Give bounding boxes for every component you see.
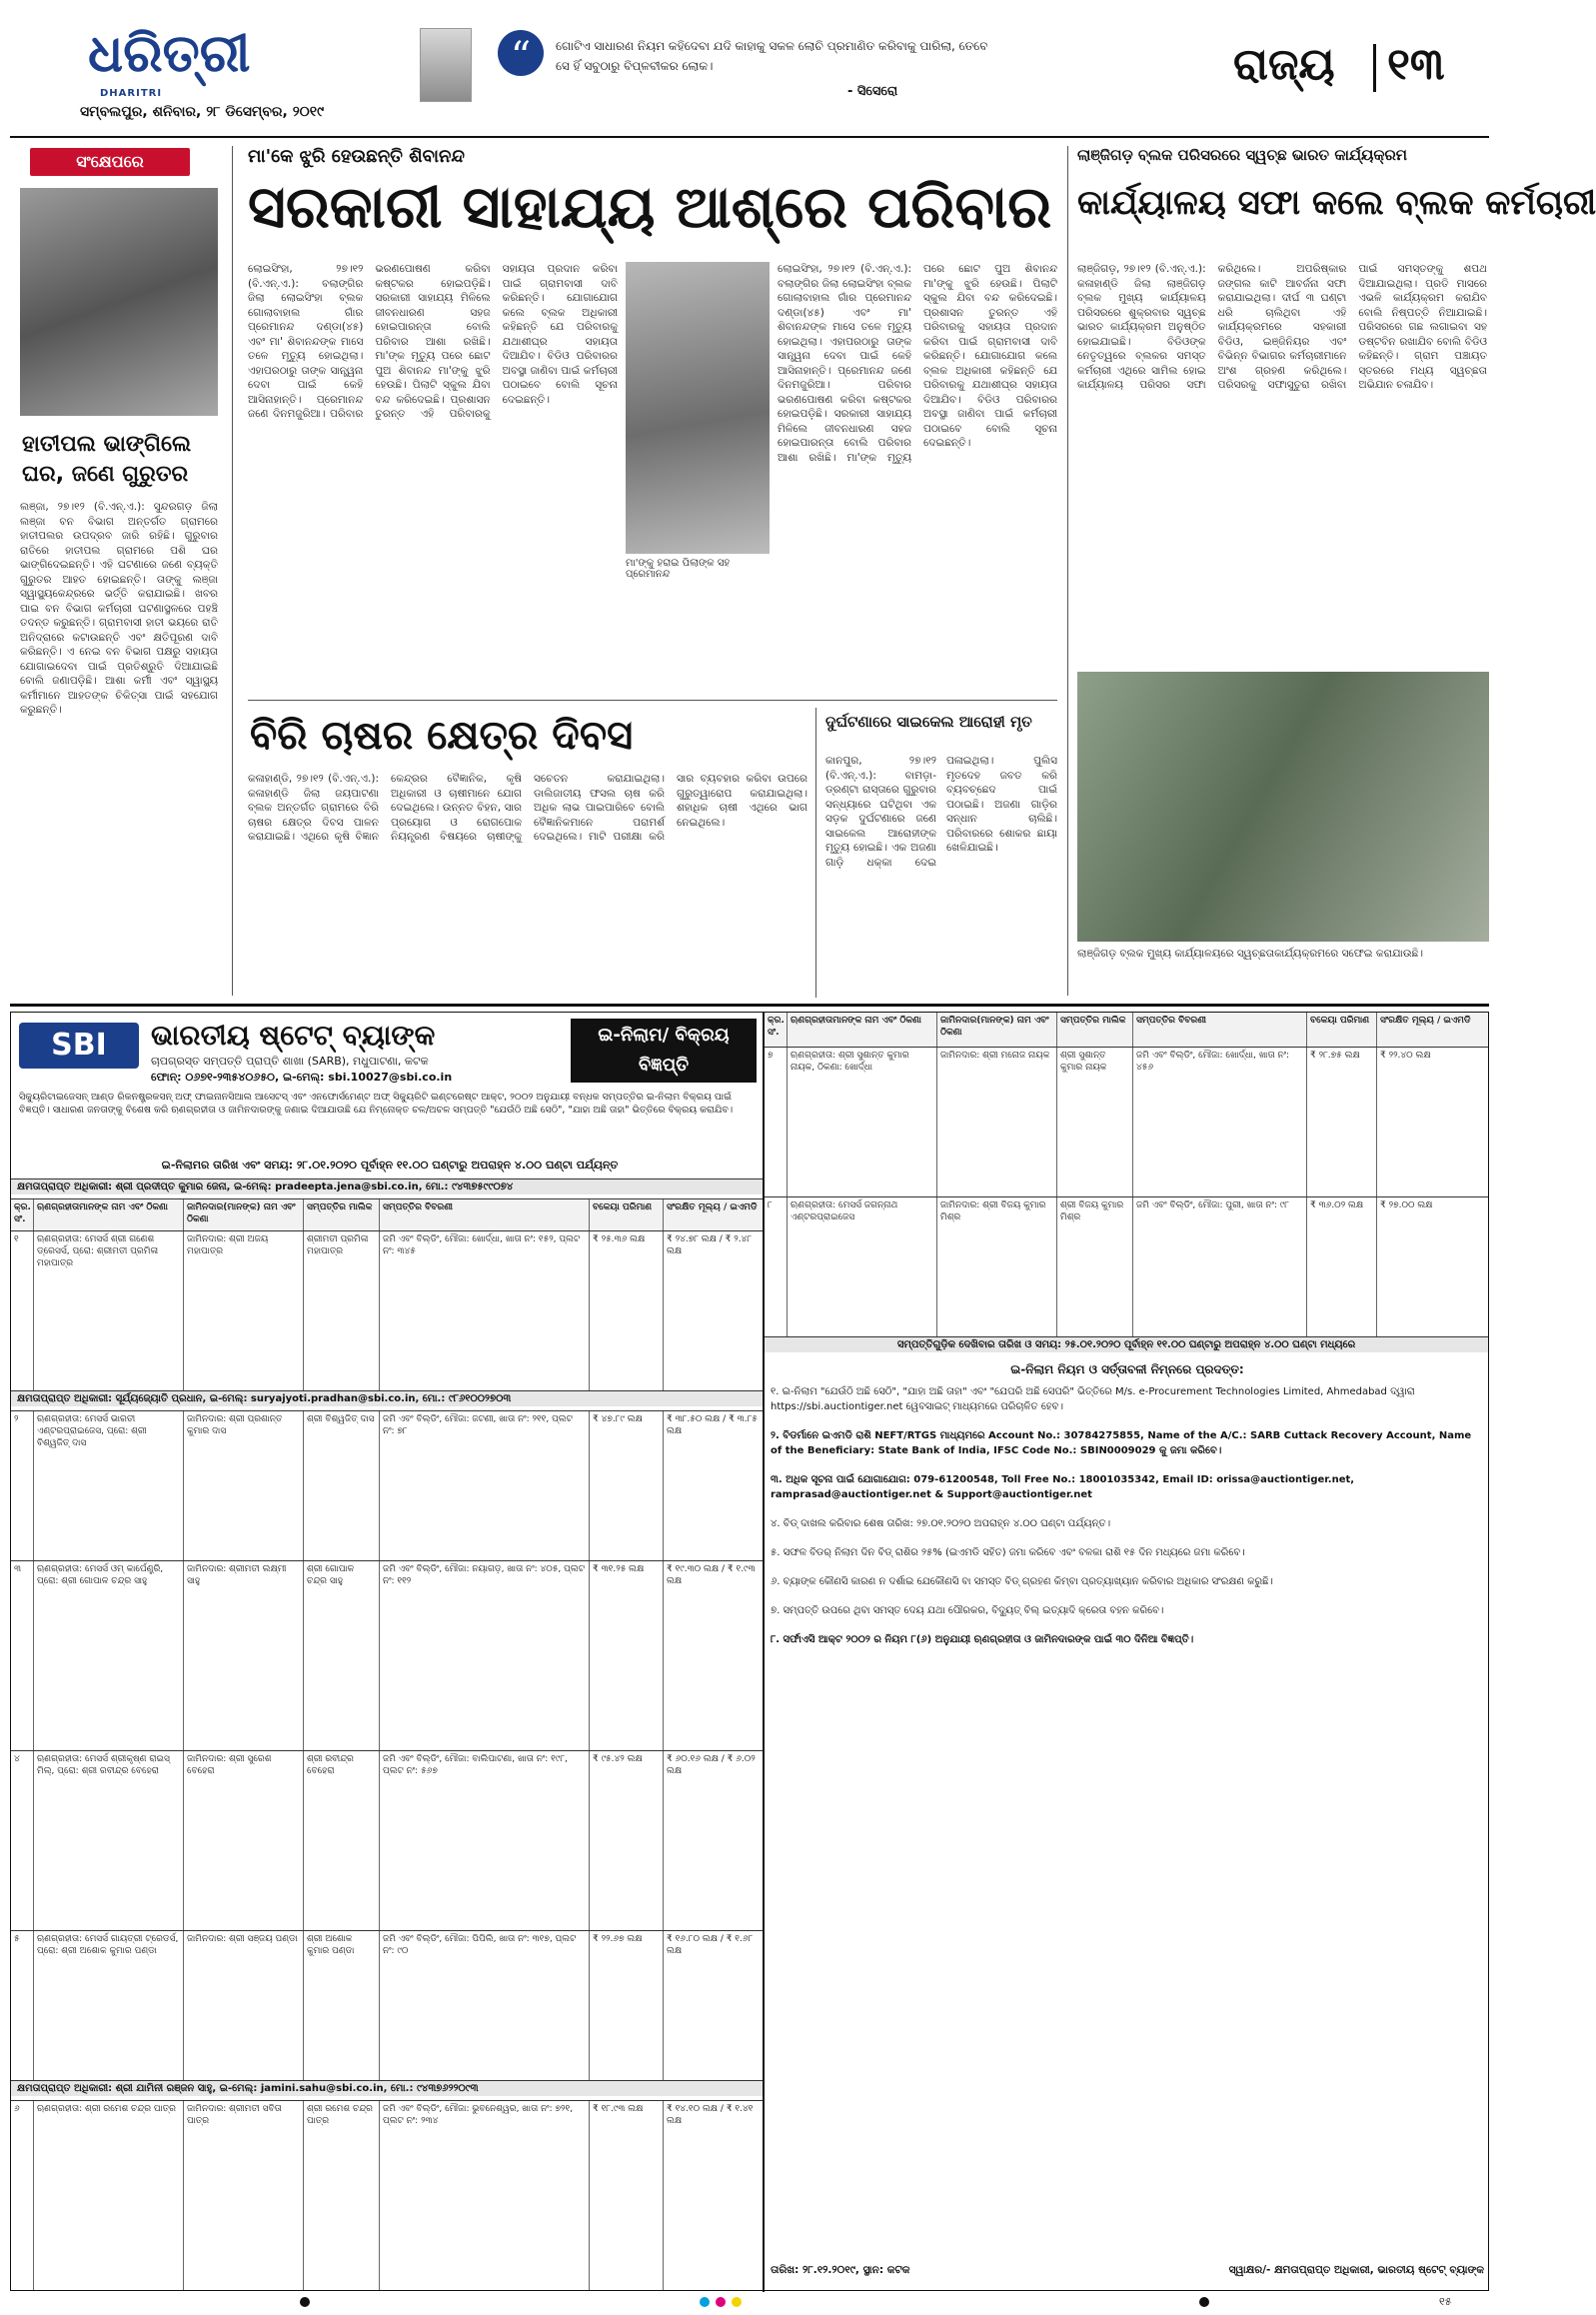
- cell-reserve: ₹ ୧୯.୩୦ ଲକ୍ଷ / ₹ ୧.୯୩ ଲକ୍ଷ: [663, 1561, 763, 1750]
- col-due: ବକେୟା ପରିମାଣ: [1306, 1013, 1376, 1047]
- register-mark: [700, 2297, 710, 2307]
- terms-title: ଇ-ନିଲାମ ନିୟମ ଓ ସର୍ତ୍ତାବଳୀ ନିମ୍ନରେ ପ୍ରଦତ୍ତ:: [1010, 1362, 1244, 1376]
- cell-sl: ୬: [14, 2104, 20, 2114]
- cell-reserve: ₹ ୬୦.୧୬ ଲକ୍ଷ / ₹ ୬.୦୨ ଲକ୍ଷ: [663, 1751, 763, 1930]
- col-owner: ସମ୍ପତ୍ତିର ମାଲିକ: [1056, 1013, 1132, 1047]
- term-item: ୬. ବ୍ୟାଙ୍କ କୌଣସି କାରଣ ନ ଦର୍ଶାଇ ଯେକୌଣସି ବା ସମସ୍ତ ବିଡ୍ ଗ୍ରହଣ କିମ୍ବା ପ୍ରତ୍ୟାଖ୍ୟାନ କରିବାର ଅଧିକାର ସଂରକ୍ଷଣ କରୁଛି।: [771, 1576, 1273, 1587]
- table-row: [765, 1047, 1488, 1196]
- cell-guarantor: ଜାମିନଦାର: ଶ୍ରୀ ପ୍ରଶାନ୍ତ କୁମାର ଦାସ: [183, 1411, 303, 1560]
- table-row: [11, 1230, 763, 1390]
- cell-owner: ଶ୍ରୀ ବିଶ୍ୱଜିତ୍ ଦାସ: [303, 1411, 379, 1560]
- quote-text: ଗୋଟିଏ ସାଧାରଣ ନିୟମ କହିଦେବା ଯଦି କାହାକୁ ସକଳ ଲୋଚି ପ୍ରମାଣିତ କରିବାକୁ ପାରିଲା, ତେବେ ସେ ହିଁ ସବୁଠାରୁ ବିପ୍ଳବୀକର ଲୋକ।: [556, 39, 988, 73]
- cell-property: ଜମି ଏବଂ ବିଲ୍ଡିଂ, ମୌଜା: ନୟାଗଡ଼, ଖାତା ନଂ: ୪୦୫, ପ୍ଲଟ ନଂ: ୧୧୨: [379, 1561, 589, 1750]
- sidebar-divider: [232, 146, 233, 996]
- quote-portrait: [420, 28, 472, 102]
- masthead-rule: [10, 136, 1489, 138]
- table-row: [11, 1930, 763, 2080]
- table-row: [11, 1750, 763, 1930]
- register-mark: [300, 2297, 310, 2307]
- cell-due: ₹ ୯୫.୪୨ ଲକ୍ଷ: [589, 1751, 663, 1930]
- col-property: ସମ୍ପତ୍ତିର ବିବରଣୀ: [1132, 1013, 1306, 1047]
- cell-borrower: ଋଣଗ୍ରହୀତା: ଶ୍ରୀ ସୁଶାନ୍ତ କୁମାର ନାୟକ, ଠିକଣା: ଖୋର୍ଦ୍ଧା: [787, 1048, 936, 1196]
- col-property: ସମ୍ପତ୍ତିର ବିବରଣୀ: [379, 1199, 589, 1230]
- cell-property: ଜମି ଏବଂ ବିଲ୍ଡିଂ, ମୌଜା: ଖୋର୍ଦ୍ଧା, ଖାତା ନଂ: ୪୫୬: [1132, 1048, 1306, 1196]
- masthead: [0, 0, 1499, 138]
- notice-footer-sign: ସ୍ୱାକ୍ଷର/- କ୍ଷମତାପ୍ରାପ୍ତ ଅଧିକାରୀ, ଭାରତୀୟ ଷ୍ଟେଟ୍ ବ୍ୟାଙ୍କ: [1228, 2264, 1484, 2276]
- cell-borrower: ଋଣଗ୍ରହୀତା: ମେସର୍ସ ଓମ୍ କାର୍ପେଣ୍ଟ୍ରି, ପ୍ରୋ: ଶ୍ରୀ ଗୋପାଳ ଚନ୍ଦ୍ର ସାହୁ: [33, 1561, 183, 1750]
- table-row: [11, 1410, 763, 1560]
- cell-owner: ଶ୍ରୀ ବିଜୟ କୁମାର ମିଶ୍ର: [1056, 1197, 1132, 1336]
- cell-borrower: ଋଣଗ୍ରହୀତା: ମେସର୍ସ ଗାୟତ୍ରୀ ଟ୍ରେଡର୍ସ, ପ୍ରୋ: ଶ୍ରୀ ଅଶୋକ କୁମାର ପଣ୍ଡା: [33, 1931, 183, 2080]
- right-body: ଲାଞ୍ଜିଗଡ଼, ୨୭।୧୨ (ବି.ଏନ୍.ଏ.): କଳାହାଣ୍ଡି ଜିଲା ଲାଞ୍ଜିଗଡ଼ ବ୍ଲକ ମୁଖ୍ୟ କାର୍ଯ୍ୟାଳୟ ପରିସରରେ ଶୁକ୍ରବାର ସ୍ୱଚ୍ଛ ଭାରତ କାର୍ଯ୍ୟକ୍ରମ ଅନୁଷ୍ଠିତ ହୋଇଯାଇଛି। ବିଡିଓଙ୍କ ନେତୃତ୍ୱରେ ବ୍ଲକର ସମସ୍ତ କର୍ମଚାରୀ ଏଥିରେ ସାମିଲ ହୋଇ କାର୍ଯ୍ୟାଳୟ ପରିସର ସଫା କରିଥିଲେ। ଅପରିଷ୍କାର ଜଙ୍ଗଲ କାଟି ଆବର୍ଜନା ସଫା କରାଯାଇଥିଲା। ଦୀର୍ଘ ୩ ଘଣ୍ଟା ଧରି ଚାଲିଥିବା ଏହି କାର୍ଯ୍ୟକ୍ରମରେ ସହକାରୀ ବିଡିଓ, ଇଞ୍ଜିନିୟର ଏବଂ ବିଭିନ୍ନ ବିଭାଗର କର୍ମଚାରୀମାନେ ଅଂଶ ଗ୍ରହଣ କରିଥିଲେ। ପରିସରକୁ ସଫାସୁତୁରା ରଖିବା ପାଇଁ ସମସ୍ତଙ୍କୁ ଶପଥ ଦିଆଯାଇଥିଲା। ପ୍ରତି ମାସରେ ଏଭଳି କାର୍ଯ୍ୟକ୍ରମ କରାଯିବ ବୋଲି ନିଷ୍ପତ୍ତି ନିଆଯାଇଛି। ପରିସରରେ ଗଛ ଲଗାଇବା ସହ ଡଷ୍ଟବିନ ରଖାଯିବ ବୋଲି ବିଡିଓ କହିଛନ୍ତି। ଗ୍ରାମ ପଞ୍ଚାୟତ ସ୍ତରରେ ମଧ୍ୟ ସ୍ୱଚ୍ଛତା ଅଭିଯାନ ଚଳାଯିବ।: [1077, 263, 1487, 391]
- term-item: ୪. ବିଡ୍ ଦାଖଲ କରିବାର ଶେଷ ତାରିଖ: ୨୭.୦୧.୨୦୨୦ ଅପରାହ୍ନ ୪.୦୦ ଘଣ୍ଟା ପର୍ଯ୍ୟନ୍ତ।: [771, 1518, 1111, 1529]
- cell-due: ₹ ୨୨.୬୭ ଲକ୍ଷ: [589, 1931, 663, 2080]
- cell-due: ₹ ୨୮.୭୫ ଲକ୍ଷ: [1306, 1048, 1376, 1196]
- cell-guarantor: ଜାମିନଦାର: ଶ୍ରୀ ମନୋଜ ନାୟକ: [936, 1048, 1056, 1196]
- cell-sl: ୫: [14, 1934, 20, 1944]
- right-headline: କାର୍ଯ୍ୟାଳୟ ସଫା କଲେ ବ୍ଲକ କର୍ମଚାରୀ: [1077, 183, 1596, 223]
- farm-headline: ବିରି ଚାଷର କ୍ଷେତ୍ର ଦିବସ: [250, 713, 634, 759]
- page-number: ୧୩: [1387, 39, 1445, 90]
- cell-guarantor: ଜାମିନଦାର: ଶ୍ରୀ ସୁରେଶ ବେହେରା: [183, 1751, 303, 1930]
- sbi-logo: SBI: [19, 1023, 139, 1069]
- sidebar-tag: ସଂକ୍ଷେପରେ: [30, 148, 190, 176]
- cell-due: ₹ ୪୭.୮୯ ଲକ୍ଷ: [589, 1411, 663, 1560]
- term-item: ୨. ବିଡର୍ମାନେ ଇଏମଡି ରାଶି NEFT/RTGS ମାଧ୍ୟମରେ Account No.: 30784275855, Name of the A/C.: SARB Cuttack Recovery Account, Name of the Beneficiary: State Bank of India, IFSC Code No.: SBIN0009029 କୁ ଜମା କରିବେ।: [771, 1430, 1472, 1456]
- right-photo: [1077, 672, 1489, 942]
- cell-reserve: ₹ ୧୪.୧୦ ଲକ୍ଷ / ₹ ୧.୪୧ ଲକ୍ଷ: [663, 2101, 763, 2290]
- col-reserve: ସଂରକ୍ଷିତ ମୂଲ୍ୟ / ଇଏମଡି: [663, 1199, 763, 1230]
- mid-rule: [248, 700, 1057, 701]
- cell-borrower: ଋଣଗ୍ରହୀତା: ମେସର୍ସ ଭାରତୀ ଏଣ୍ଟରପ୍ରାଇଜେସ, ପ୍ରୋ: ଶ୍ରୀ ବିଶ୍ୱଜିତ୍ ଦାସ: [33, 1411, 183, 1560]
- cell-due: ₹ ୩୧.୨୫ ଲକ୍ଷ: [589, 1561, 663, 1750]
- lead-headline: ସରକାରୀ ସାହାଯ୍ୟ ଆଶ୍ରେ ପରିବାର: [248, 173, 1052, 241]
- farm-body: କଳାହାଣ୍ଡି, ୨୭।୧୨ (ବି.ଏନ୍.ଏ.): କଳାହାଣ୍ଡି ଜିଲା ଜୟପାଟଣା ବ୍ଲକ ଅନ୍ତର୍ଗତ ଗ୍ରାମରେ ବିରି ଚାଷର କ୍ଷେତ୍ର ଦିବସ ପାଳନ କରାଯାଇଛି। ଏଥିରେ କୃଷି ବିଜ୍ଞାନ କେନ୍ଦ୍ରର ବୈଜ୍ଞାନିକ, କୃଷି ଅଧିକାରୀ ଓ ଚାଷୀମାନେ ଯୋଗ ଦେଇଥିଲେ। ଉନ୍ନତ ବିହନ, ସାର ପ୍ରୟୋଗ ଓ ରୋଗପୋକ ନିୟନ୍ତ୍ରଣ ବିଷୟରେ ଚାଷୀଙ୍କୁ ସଚେତନ କରାଯାଇଥିଲା। ଡାଲିଜାତୀୟ ଫସଲ ଚାଷ କରି ଅଧିକ ଲାଭ ପାଇପାରିବେ ବୋଲି ବୈଜ୍ଞାନିକମାନେ ପରାମର୍ଶ ଦେଇଥିଲେ। ମାଟି ପରୀକ୍ଷା କରି ସାର ବ୍ୟବହାର କରିବା ଉପରେ ଗୁରୁତ୍ୱାରୋପ କରାଯାଇଥିଲା। ଶହାଧିକ ଚାଷୀ ଏଥିରେ ଭାଗ ନେଇଥିଲେ।: [248, 773, 807, 843]
- sbi-branch: ଚାପଗ୍ରସ୍ତ ସମ୍ପତ୍ତି ପ୍ରାପ୍ତି ଶାଖା (SARB), ମଧୁପାଟଣା, କଟକ: [151, 1055, 429, 1068]
- cell-property: ଜମି ଏବଂ ବିଲ୍ଡିଂ, ମୌଜା: ଖୋର୍ଦ୍ଧା, ଖାତା ନଂ: ୧୫୨, ପ୍ଲଟ ନଂ: ୩୪୫: [379, 1231, 589, 1390]
- cell-owner: ଶ୍ରୀ ସୁଶାନ୍ତ କୁମାର ନାୟକ: [1056, 1048, 1132, 1196]
- col-guarantor: ଜାମିନଦାର(ମାନଙ୍କ) ନାମ ଏବଂ ଠିକଣା: [936, 1013, 1056, 1047]
- lead-photo-caption: ମା'ଙ୍କୁ ହରାଇ ପିଲାଙ୍କ ସହ ପ୍ରେମାନନ୍ଦ: [626, 558, 731, 580]
- cell-owner: ଶ୍ରୀ ରବୀନ୍ଦ୍ର ବେହେରା: [303, 1751, 379, 1930]
- cell-owner: ଶ୍ରୀମତୀ ପ୍ରମିଳା ମହାପାତ୍ର: [303, 1231, 379, 1390]
- cell-borrower: ଋଣଗ୍ରହୀତା: ମେସର୍ସ ଜଗନ୍ନାଥ ଏଣ୍ଟରପ୍ରାଇଜେସ: [787, 1197, 936, 1336]
- term-item: ୩. ଅଧିକ ସୂଚନା ପାଇଁ ଯୋଗାଯୋଗ: 079-61200548, Toll Free No.: 18001035342, Email ID: orissa@auctiontiger.net, ramprasad@auctiontiger.net & Support@auctiontiger.net: [771, 1474, 1355, 1500]
- cell-borrower: ଋଣଗ୍ରହୀତା: ଶ୍ରୀ ରମେଶ ଚନ୍ଦ୍ର ପାତ୍ର: [33, 2101, 183, 2290]
- cell-reserve: ₹ ୧୬.୮୦ ଲକ୍ଷ / ₹ ୧.୬୮ ଲକ୍ଷ: [663, 1931, 763, 2080]
- table-row: [765, 1196, 1488, 1336]
- col-sl: କ୍ର. ସଂ.: [14, 1202, 31, 1224]
- table-header: [11, 1198, 763, 1230]
- lead-body-left: ଲୋଇସିଂହା, ୨୭।୧୨ (ବି.ଏନ୍.ଏ.): ବଲାଙ୍ଗିର ଜିଲା ଲୋଇସିଂହା ବ୍ଲକ ଗୋଲାବାହାଲ ଗାଁର ପ୍ରେମାନନ୍ଦ ଦଣ୍ଡା(୪୫) ଏବଂ ମା' ଶିବାନନ୍ଦଙ୍କ ମାସେ ତଳେ ମୃତ୍ୟୁ ହୋଇଥିଲା। ଏହାପରଠାରୁ ତାଙ୍କ ସାନ୍ତ୍ୱନା ଦେବା ପାଇଁ କେହି ଆସିନାହାନ୍ତି। ପ୍ରେମାନନ୍ଦ ଜଣେ ଦିନମଜୁରିଆ। ପରିବାର ଭରଣପୋଷଣ କରିବା କଷ୍ଟକର ହୋଇପଡ଼ିଛି। ସରକାରୀ ସାହାଯ୍ୟ ମିଳିଲେ ଜୀବନଧାରଣ ସହଜ ହୋଇପାରନ୍ତା ବୋଲି ପରିବାର ଆଶା ରଖିଛି। ମା'ଙ୍କ ମୃତ୍ୟୁ ପରେ ଛୋଟ ପୁଅ ଶିବାନନ୍ଦ ମା'ଙ୍କୁ ଝୁରି ହେଉଛି। ପିଲାଟି ସ୍କୁଲ ଯିବା ବନ୍ଦ କରିଦେଇଛି। ପ୍ରଶାସନ ତୁରନ୍ତ ଏହି ପରିବାରକୁ ସହାୟତା ପ୍ରଦାନ କରିବା ପାଇଁ ଗ୍ରାମବାସୀ ଦାବି କରିଛନ୍ତି। ଯୋଗାଯୋଗ କଲେ ବ୍ଲକ ଅଧିକାରୀ କହିଛନ୍ତି ଯେ ପରିବାରକୁ ଯଥାଶୀଘ୍ର ସହାୟତା ଦିଆଯିବ। ବିଡିଓ ପରିବାରର ଅବସ୍ଥା ଜାଣିବା ପାଇଁ କର୍ମଚାରୀ ପଠାଇବେ ବୋଲି ସୂଚନା ଦେଇଛନ୍ତି।: [248, 263, 618, 420]
- cell-property: ଜମି ଏବଂ ବିଲ୍ଡିଂ, ମୌଜା: ଭୁବନେଶ୍ୱର, ଖାତା ନଂ: ୭୨୧, ପ୍ଲଟ ନଂ: ୨୩୪: [379, 2101, 589, 2290]
- accident-body: କାନପୁର, ୨୭।୧୨ (ବି.ଏନ୍.ଏ.): ବାମଡ଼ା-ଡ୍ରଣ୍ଟା ରାସ୍ତାରେ ଗୁରୁବାର ସନ୍ଧ୍ୟାରେ ଘଟିଥିବା ଏକ ସଡ଼କ ଦୁର୍ଘଟଣାରେ ଜଣେ ସାଇକେଲ ଆରୋହୀଙ୍କ ମୃତ୍ୟୁ ହୋଇଛି। ଏକ ଅଜଣା ଗାଡ଼ି ଧକ୍କା ଦେଇ ପଳାଇଥିଲା। ପୁଲିସ ମୃତଦେହ ଜବତ କରି ବ୍ୟବଚ୍ଛେଦ ପାଇଁ ପଠାଇଛି। ଅଜଣା ଗାଡ଼ିର ସନ୍ଧାନ ଚାଲିଛି। ପରିବାରରେ ଶୋକର ଛାୟା ଖେଳିଯାଇଛି।: [825, 755, 1057, 869]
- lead-body-right: ଲୋଇସିଂହା, ୨୭।୧୨ (ବି.ଏନ୍.ଏ.): ବଲାଙ୍ଗିର ଜିଲା ଲୋଇସିଂହା ବ୍ଲକ ଗୋଲାବାହାଲ ଗାଁର ପ୍ରେମାନନ୍ଦ ଦଣ୍ଡା(୪୫) ଏବଂ ମା' ଶିବାନନ୍ଦଙ୍କ ମାସେ ତଳେ ମୃତ୍ୟୁ ହୋଇଥିଲା। ଏହାପରଠାରୁ ତାଙ୍କ ସାନ୍ତ୍ୱନା ଦେବା ପାଇଁ କେହି ଆସିନାହାନ୍ତି। ପ୍ରେମାନନ୍ଦ ଜଣେ ଦିନମଜୁରିଆ। ପରିବାର ଭରଣପୋଷଣ କରିବା କଷ୍ଟକର ହୋଇପଡ଼ିଛି। ସରକାରୀ ସାହାଯ୍ୟ ମିଳିଲେ ଜୀବନଧାରଣ ସହଜ ହୋଇପାରନ୍ତା ବୋଲି ପରିବାର ଆଶା ରଖିଛି। ମା'ଙ୍କ ମୃତ୍ୟୁ ପରେ ଛୋଟ ପୁଅ ଶିବାନନ୍ଦ ମା'ଙ୍କୁ ଝୁରି ହେଉଛି। ପିଲାଟି ସ୍କୁଲ ଯିବା ବନ୍ଦ କରିଦେଇଛି। ପ୍ରଶାସନ ତୁରନ୍ତ ଏହି ପରିବାରକୁ ସହାୟତା ପ୍ରଦାନ କରିବା ପାଇଁ ଗ୍ରାମବାସୀ ଦାବି କରିଛନ୍ତି। ଯୋଗାଯୋଗ କଲେ ବ୍ଲକ ଅଧିକାରୀ କହିଛନ୍ତି ଯେ ପରିବାରକୁ ଯଥାଶୀଘ୍ର ସହାୟତା ଦିଆଯିବ। ବିଡିଓ ପରିବାରର ଅବସ୍ଥା ଜାଣିବା ପାଇଁ କର୍ମଚାରୀ ପଠାଇବେ ବୋଲି ସୂଚନା ଦେଇଛନ୍ତି।: [778, 263, 1057, 464]
- col-sl: କ୍ର. ସଂ.: [768, 1016, 785, 1038]
- notice-auction-date: ଇ-ନିଲାମର ତାରିଖ ଏବଂ ସମୟ: ୨୮.୦୧.୨୦୨୦ ପୂର୍ବାହ୍ନ ୧୧.୦୦ ଘଣ୍ଟାରୁ ଅପରାହ୍ନ ୪.୦୦ ଘଣ୍ଟା ପର୍ଯ୍ୟନ୍ତ: [161, 1158, 619, 1171]
- cell-guarantor: ଜାମିନଦାର: ଶ୍ରୀମତୀ ସବିତା ପାତ୍ର: [183, 2101, 303, 2290]
- cell-guarantor: ଜାମିନଦାର: ଶ୍ରୀ ଅଜୟ ମହାପାତ୍ର: [183, 1231, 303, 1390]
- cell-guarantor: ଜାମିନଦାର: ଶ୍ରୀ ସଞ୍ଜୟ ପଣ୍ଡା: [183, 1931, 303, 2080]
- inspection-band: ସମ୍ପତ୍ତିଗୁଡ଼ିକ ଦେଖିବାର ତାରିଖ ଓ ସମୟ: ୨୫.୦୧.୨୦୨୦ ପୂର୍ବାହ୍ନ ୧୧.୦୦ ଘଣ୍ଟାରୁ ଅପରାହ୍ନ ୪.୦୦ ଘଣ୍ଟା ମଧ୍ୟରେ: [765, 1336, 1488, 1352]
- cell-property: ଜମି ଏବଂ ବିଲ୍ଡିଂ, ମୌଜା: ଜଟଣୀ, ଖାତା ନଂ: ୨୧୧, ପ୍ଲଟ ନଂ: ୭୮: [379, 1411, 589, 1560]
- dateline: ସମ୍ବଲପୁର, ଶନିବାର, ୨୮ ଡିସେମ୍ବର, ୨୦୧୯: [80, 104, 325, 120]
- cell-owner: ଶ୍ରୀ ରମେଶ ଚନ୍ଦ୍ର ପାତ୍ର: [303, 2101, 379, 2290]
- cell-due: ₹ ୨୫.୩୬ ଲକ୍ଷ: [589, 1231, 663, 1390]
- cell-owner: ଶ୍ରୀ ଗୋପାଳ ଚନ୍ଦ୍ର ସାହୁ: [303, 1561, 379, 1750]
- table-row: [11, 1560, 763, 1750]
- right-divider: [1067, 146, 1068, 996]
- term-item: ୭. ସମ୍ପତ୍ତି ଉପରେ ଥିବା ସମସ୍ତ ଦେୟ ଯଥା ପୌରକର, ବିଦ୍ୟୁତ୍ ବିଲ୍ ଇତ୍ୟାଦି କ୍ରେତା ବହନ କରିବେ।: [771, 1605, 1164, 1616]
- officer-band-2: କ୍ଷମତାପ୍ରାପ୍ତ ଅଧିକାରୀ: ସୂର୍ଯ୍ୟଜ୍ୟୋତି ପ୍ରଧାନ, ଇ-ମେଲ୍: suryajyoti.pradhan@sbi.co.in, ମୋ.: ୯୮୬୧୦୦୨୭୦୩: [11, 1390, 763, 1406]
- cell-sl: ୩: [14, 1564, 22, 1574]
- notice-top-rule: [10, 1004, 1489, 1007]
- cell-property: ଜମି ଏବଂ ବିଲ୍ଡିଂ, ମୌଜା: ପିପିଲି, ଖାତା ନଂ: ୩୧୭, ପ୍ଲଟ ନଂ: ୯୦: [379, 1931, 589, 2080]
- right-kicker: ଲାଞ୍ଜିଗଡ଼ ବ୍ଲକ ପରିସରରେ ସ୍ୱଚ୍ଛ ଭାରତ କାର୍ଯ୍ୟକ୍ରମ: [1077, 146, 1408, 164]
- section-divider: [1373, 44, 1376, 92]
- col-reserve: ସଂରକ୍ଷିତ ମୂଲ୍ୟ / ଇଏମଡି: [1376, 1013, 1490, 1047]
- cell-reserve: ₹ ୨୨.୪୦ ଲକ୍ଷ: [1376, 1048, 1490, 1196]
- notice-title: ଇ-ନିଲାମ/ ବିକ୍ରୟ ବିଜ୍ଞପ୍ତି: [571, 1019, 757, 1083]
- accident-headline: ଦୁର୍ଘଟଣାରେ ସାଇକେଲ ଆରୋହୀ ମୃତ: [825, 713, 1032, 731]
- folio: ୧୫: [1439, 2295, 1452, 2308]
- cell-sl: ୧: [14, 1234, 19, 1244]
- accident-divider: [815, 708, 816, 998]
- cell-borrower: ଋଣଗ୍ରହୀତା: ମେସର୍ସ ଶ୍ରୀ ଗଣେଶ ଡ୍ରେସର୍ସ, ପ୍ରୋ: ଶ୍ରୀମତୀ ପ୍ରମିଳା ମହାପାତ୍ର: [33, 1231, 183, 1390]
- brand-logo: ଧରିତ୍ରୀ: [88, 23, 251, 84]
- cell-due: ₹ ୩୬.୦୨ ଲକ୍ଷ: [1306, 1197, 1376, 1336]
- lead-photo: [626, 262, 770, 554]
- cell-property: ଜମି ଏବଂ ବିଲ୍ଡିଂ, ମୌଜା: ବାଲିପାଟଣା, ଖାତା ନଂ: ୧୯୮, ପ୍ଲଟ ନଂ: ୫୬୭: [379, 1751, 589, 1930]
- right-photo-caption: ଲାଞ୍ଜିଗଡ଼ ବ୍ଲକ ମୁଖ୍ୟ କାର୍ଯ୍ୟାଳୟରେ ସ୍ୱଚ୍ଛତାକାର୍ଯ୍ୟକ୍ରମରେ ସଫେଇ କରାଯାଉଛି।: [1077, 948, 1423, 960]
- col-borrower: ଋଣଗ୍ରହୀତାମାନଙ୍କ ନାମ ଏବଂ ଠିକଣା: [33, 1199, 183, 1230]
- cell-due: ₹ ୧୮.୯୩ ଲକ୍ଷ: [589, 2101, 663, 2290]
- sbi-bank-name: ଭାରତୀୟ ଷ୍ଟେଟ୍ ବ୍ୟାଙ୍କ: [151, 1019, 436, 1052]
- register-mark: [716, 2297, 726, 2307]
- cell-owner: ଶ୍ରୀ ଅଶୋକ କୁମାର ପଣ୍ଡା: [303, 1931, 379, 2080]
- term-item: ୫. ସଫଳ ବିଡର୍ ନିଲାମ ଦିନ ବିଡ୍ ରାଶିର ୨୫% (ଇଏମଡି ସହିତ) ଜମା କରିବେ ଏବଂ ବଳକା ରାଶି ୧୫ ଦିନ ମଧ୍ୟରେ ଜମା କରିବେ।: [771, 1547, 1245, 1558]
- cell-reserve: ₹ ୨୭.୦୦ ଲକ୍ଷ: [1376, 1197, 1490, 1336]
- cell-sl: ୨: [14, 1414, 19, 1424]
- section-name: ରାଜ୍ୟ: [1233, 39, 1335, 90]
- col-owner: ସମ୍ପତ୍ତିର ମାଲିକ: [303, 1199, 379, 1230]
- officer-band-1: କ୍ଷମତାପ୍ରାପ୍ତ ଅଧିକାରୀ: ଶ୍ରୀ ପ୍ରଦୀପ୍ତ କୁମାର ଜେନା, ଇ-ମେଲ୍: pradeepta.jena@sbi.co.in, ମୋ.: ୯୪୩୭୫୯୯୦୭୪: [11, 1178, 763, 1194]
- quote-author: - ସିସେରୋ: [847, 84, 898, 99]
- sbi-notice: [10, 1012, 1489, 2291]
- officer-band-3: କ୍ଷମତାପ୍ରାପ୍ତ ଅଧିକାରୀ: ଶ୍ରୀ ଯାମିନୀ ରଞ୍ଜନ ସାହୁ, ଇ-ମେଲ୍: jamini.sahu@sbi.co.in, ମୋ.: ୯୪୩୭୬୨୨୦୯୩: [11, 2080, 763, 2096]
- sidebar-headline: ହାତୀପଲ ଭାଙ୍ଗିଲେ ଘର, ଜଣେ ଗୁରୁତର: [22, 432, 192, 487]
- sbi-contact: ଫୋନ୍: ୦୬୭୧-୨୩୫୪୦୬୫୦, ଇ-ମେଲ୍: sbi.10027@sbi.co.in: [151, 1071, 453, 1084]
- quote-mark-icon: “: [498, 30, 544, 76]
- right-table-header: [765, 1013, 1488, 1047]
- term-item: ୮. ସର୍ଫାଏସି ଆକ୍ଟ ୨୦୦୨ ର ନିୟମ ୮(୬) ଅନୁଯାୟୀ ଋଣଗ୍ରହୀତା ଓ ଜାମିନଦାରଙ୍କ ପାଇଁ ୩୦ ଦିନିଆ ବିଜ୍ଞପ୍ତି।: [771, 1634, 1194, 1645]
- notice-footer-date: ତାରିଖ: ୨୮.୧୨.୨୦୧୯, ସ୍ଥାନ: କଟକ: [771, 2264, 910, 2276]
- cell-reserve: ₹ ୩୮.୫୦ ଲକ୍ଷ / ₹ ୩.୮୫ ଲକ୍ଷ: [663, 1411, 763, 1560]
- term-item: ୧. ଇ-ନିଲାମ "ଯେଉଁଠି ଅଛି ସେଠି", "ଯାହା ଅଛି ତାହା" ଏବଂ "ଯେପରି ଅଛି ସେପରି" ଭିତ୍ତିରେ M/s. e-Procurement Technologies Limited, Ahmedabad ଦ୍ୱାରା https://sbi.auctiontiger.net ୱେବସାଇଟ୍ ମାଧ୍ୟମରେ ପରିଚାଳିତ ହେବ।: [771, 1386, 1415, 1412]
- register-mark: [732, 2297, 742, 2307]
- table-row: [11, 2100, 763, 2290]
- cell-reserve: ₹ ୨୪.୭୮ ଲକ୍ଷ / ₹ ୨.୪୮ ଲକ୍ଷ: [663, 1231, 763, 1390]
- sidebar-body: ଲଞ୍ଜା, ୨୭।୧୨ (ବି.ଏନ୍.ଏ.): ସୁନ୍ଦରଗଡ଼ ଜିଲା ଲଞ୍ଜା ବନ ବିଭାଗ ଅନ୍ତର୍ଗତ ଗ୍ରାମରେ ହାତୀପଲର ଉପଦ୍ରବ ଜାରି ରହିଛି। ଗୁରୁବାର ରାତିରେ ହାତୀପଲ ଗ୍ରାମରେ ପଶି ଘର ଭାଙ୍ଗିଦେଇଛନ୍ତି। ଏହି ଘଟଣାରେ ଜଣେ ବ୍ୟକ୍ତି ଗୁରୁତର ଆହତ ହୋଇଛନ୍ତି। ତାଙ୍କୁ ଲଞ୍ଜା ସ୍ୱାସ୍ଥ୍ୟକେନ୍ଦ୍ରରେ ଭର୍ତ୍ତି କରାଯାଇଛି। ଖବର ପାଇ ବନ ବିଭାଗ କର୍ମଚାରୀ ଘଟଣାସ୍ଥଳରେ ପହଞ୍ଚି ତଦନ୍ତ କରୁଛନ୍ତି। ଗ୍ରାମବାସୀ ହାତୀ ଭୟରେ ରାତି ଅନିଦ୍ରାରେ କଟାଉଛନ୍ତି ଏବଂ କ୍ଷତିପୂରଣ ଦାବି କରିଛନ୍ତି। ଏ ନେଇ ବନ ବିଭାଗ ପକ୍ଷରୁ ସହାୟତା ଯୋଗାଇଦେବା ପାଇଁ ପ୍ରତିଶ୍ରୁତି ଦିଆଯାଇଛି ବୋଲି ଜଣାପଡ଼ିଛି। ଆଶା କର୍ମୀ ଏବଂ ସ୍ୱାସ୍ଥ୍ୟ କର୍ମୀମାନେ ଆହତଙ୍କ ଚିକିତ୍ସା ପାଇଁ ସହଯୋଗ କରୁଛନ୍ତି।: [20, 501, 218, 716]
- brand-sub: DHARITRI: [100, 88, 163, 99]
- lead-kicker: ମା'କେ ଝୁରି ହେଉଛନ୍ତି ଶିବାନନ୍ଦ: [248, 146, 465, 167]
- col-borrower: ଋଣଗ୍ରହୀତାମାନଙ୍କ ନାମ ଏବଂ ଠିକଣା: [787, 1013, 936, 1047]
- col-due: ବକେୟା ପରିମାଣ: [589, 1199, 663, 1230]
- notice-intro: ସିକ୍ୟୁରିଟାଇଜେସନ୍ ଆଣ୍ଡ ରିକନଷ୍ଟ୍ରକସନ୍ ଅଫ୍ ଫାଇନାନସିଆଲ ଆସେଟସ୍ ଏବଂ ଏନଫୋର୍ସମେଣ୍ଟ ଅଫ୍ ସିକ୍ୟୁରିଟି ଇଣ୍ଟରେଷ୍ଟ ଆକ୍ଟ, ୨୦୦୨ ଅନୁଯାୟୀ ବନ୍ଧକ ସମ୍ପତ୍ତିର ଇ-ନିଲାମ ବିକ୍ରୟ ପାଇଁ ବିଜ୍ଞପ୍ତି। ସାଧାରଣ ଜନତାଙ୍କୁ ବିଶେଷ କରି ଋଣଗ୍ରହୀତା ଓ ଜାମିନଦାରଙ୍କୁ ଜଣାଇ ଦିଆଯାଉଛି ଯେ ନିମ୍ନୋକ୍ତ ଚଳ/ଅଚଳ ସମ୍ପତ୍ତି "ଯେଉଁଠି ଅଛି ସେଠି", "ଯାହା ଅଛି ତାହା" ଭିତ୍ତିରେ ବିକ୍ରୟ କରାଯିବ।: [19, 1092, 734, 1116]
- col-guarantor: ଜାମିନଦାର(ମାନଙ୍କ) ନାମ ଏବଂ ଠିକଣା: [183, 1199, 303, 1230]
- cell-borrower: ଋଣଗ୍ରହୀତା: ମେସର୍ସ ଶ୍ରୀକୃଷ୍ଣ ରାଇସ୍ ମିଲ୍, ପ୍ରୋ: ଶ୍ରୀ ରବୀନ୍ଦ୍ର ବେହେରା: [33, 1751, 183, 1930]
- cell-sl: ୪: [14, 1754, 20, 1764]
- terms-list: [771, 1384, 1484, 2244]
- cell-sl: ୭: [768, 1051, 774, 1061]
- cell-property: ଜମି ଏବଂ ବିଲ୍ଡିଂ, ମୌଜା: ପୁରୀ, ଖାତା ନଂ: ୯୮: [1132, 1197, 1306, 1336]
- cell-guarantor: ଜାମିନଦାର: ଶ୍ରୀ ବିଜୟ କୁମାର ମିଶ୍ର: [936, 1197, 1056, 1336]
- register-mark: [1199, 2297, 1209, 2307]
- cell-sl: ୮: [768, 1200, 773, 1210]
- cell-guarantor: ଜାମିନଦାର: ଶ୍ରୀମତୀ ଲକ୍ଷ୍ମୀ ସାହୁ: [183, 1561, 303, 1750]
- sidebar-photo: [20, 188, 218, 416]
